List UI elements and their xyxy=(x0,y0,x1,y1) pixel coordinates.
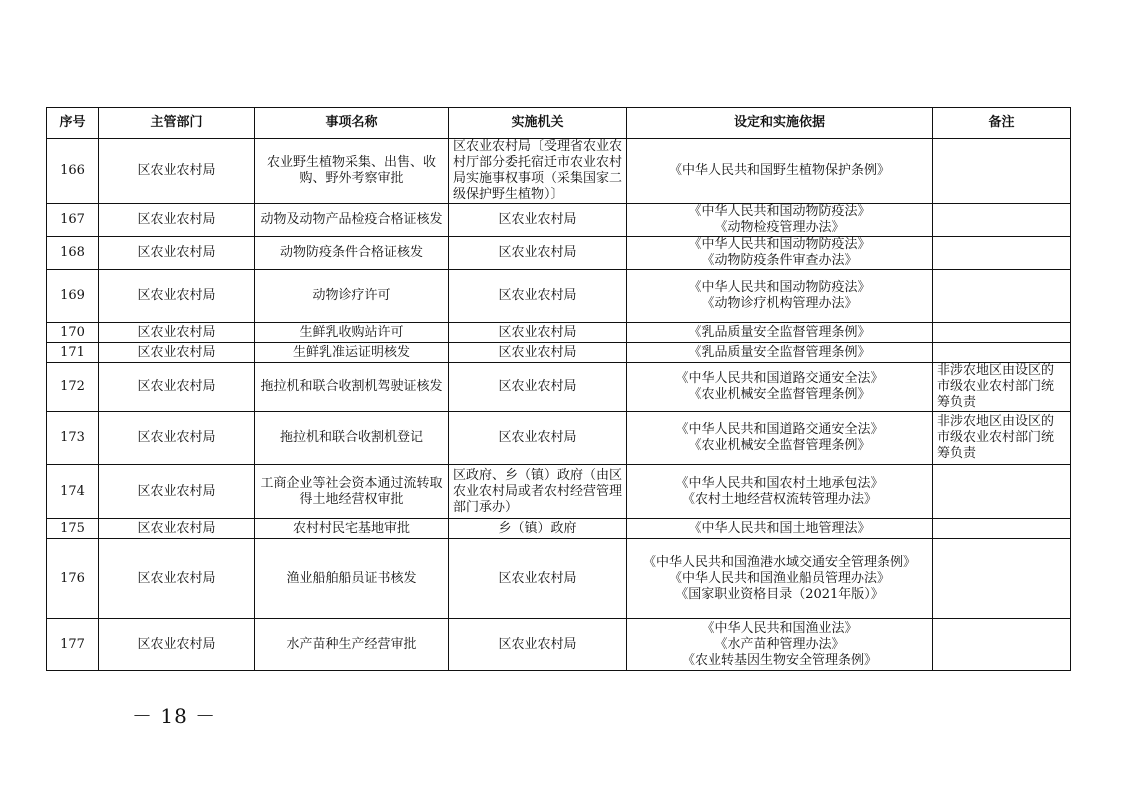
legal-basis-line: 《中华人民共和国道路交通安全法》 xyxy=(675,371,884,386)
legal-basis-line: 《中华人民共和国动物防疫法》 xyxy=(688,280,871,295)
cell-legal-basis xyxy=(627,465,933,519)
legal-basis-line: 《乳品质量安全监督管理条例》 xyxy=(688,344,871,360)
cell-serial-number: 177 xyxy=(47,619,99,671)
table-row xyxy=(47,619,1071,671)
cell-serial-number: 169 xyxy=(47,270,99,323)
cell-implementing-agency: 区政府、乡（镇）政府（由区农业农村局或者农村经营管理部门承办） xyxy=(449,465,627,519)
legal-basis-line: 《动物防疫条件审查办法》 xyxy=(701,253,858,268)
table-row xyxy=(47,204,1071,237)
cell-item-name: 农村村民宅基地审批 xyxy=(255,519,449,539)
table-row xyxy=(47,539,1071,619)
cell-serial-number: 174 xyxy=(47,465,99,519)
legal-basis-line: 《中华人民共和国农村土地承包法》 xyxy=(675,475,884,491)
page-number: － 18 － xyxy=(132,704,217,728)
cell-item-name: 生鲜乳收购站许可 xyxy=(255,323,449,343)
cell-item-name: 动物防疫条件合格证核发 xyxy=(255,237,449,270)
header-implementing-agency: 实施机关 xyxy=(449,108,627,139)
cell-department: 区农业农村局 xyxy=(99,519,255,539)
legal-basis-line: 《农业转基因生物安全管理条例》 xyxy=(681,652,877,668)
cell-remarks xyxy=(933,204,1071,237)
cell-remarks xyxy=(933,539,1071,619)
table-row xyxy=(47,412,1071,465)
table-body xyxy=(47,139,1071,671)
cell-department: 区农业农村局 xyxy=(99,539,255,619)
cell-item-name: 拖拉机和联合收割机登记 xyxy=(255,412,449,465)
cell-legal-basis xyxy=(627,363,933,412)
table-row xyxy=(47,270,1071,323)
cell-remarks xyxy=(933,237,1071,270)
cell-legal-basis xyxy=(627,237,933,270)
header-remarks: 备注 xyxy=(933,108,1071,139)
cell-item-name: 拖拉机和联合收割机驾驶证核发 xyxy=(255,363,449,412)
header-item-name: 事项名称 xyxy=(255,108,449,139)
cell-legal-basis xyxy=(627,204,933,237)
cell-legal-basis xyxy=(627,139,933,204)
table-row xyxy=(47,363,1071,412)
cell-department: 区农业农村局 xyxy=(99,412,255,465)
table-row xyxy=(47,519,1071,539)
cell-department: 区农业农村局 xyxy=(99,323,255,343)
cell-remarks xyxy=(933,519,1071,539)
table-row xyxy=(47,465,1071,519)
legal-basis-line: 《中华人民共和国渔港水域交通安全管理条例》 xyxy=(642,554,916,570)
cell-legal-basis xyxy=(627,412,933,465)
table-row xyxy=(47,139,1071,204)
legal-basis-line: 《中华人民共和国土地管理法》 xyxy=(688,520,871,536)
legal-basis-line: 《中华人民共和国道路交通安全法》 xyxy=(675,422,884,437)
cell-serial-number: 171 xyxy=(47,343,99,363)
cell-remarks xyxy=(933,619,1071,671)
legal-basis-line: 《中华人民共和国动物防疫法》 xyxy=(688,204,871,219)
cell-department: 区农业农村局 xyxy=(99,619,255,671)
cell-department: 区农业农村局 xyxy=(99,363,255,412)
legal-basis-line: 《乳品质量安全监督管理条例》 xyxy=(688,324,871,340)
cell-serial-number: 170 xyxy=(47,323,99,343)
legal-basis-line: 《动物诊疗机构管理办法》 xyxy=(701,296,858,311)
cell-implementing-agency: 区农业农村局 xyxy=(449,237,627,270)
cell-legal-basis xyxy=(627,619,933,671)
cell-item-name: 工商企业等社会资本通过流转取得土地经营权审批 xyxy=(255,465,449,519)
cell-serial-number: 173 xyxy=(47,412,99,465)
cell-department: 区农业农村局 xyxy=(99,204,255,237)
cell-implementing-agency: 区农业农村局 xyxy=(449,270,627,323)
cell-legal-basis xyxy=(627,323,933,343)
cell-item-name: 水产苗种生产经营审批 xyxy=(255,619,449,671)
table-header-row xyxy=(47,108,1071,139)
cell-serial-number: 167 xyxy=(47,204,99,237)
legal-basis-line: 《国家职业资格目录（2021年版）》 xyxy=(675,586,884,602)
cell-item-name: 生鲜乳准运证明核发 xyxy=(255,343,449,363)
cell-department: 区农业农村局 xyxy=(99,237,255,270)
cell-implementing-agency: 区农业农村局〔受理省农业农村厅部分委托宿迁市农业农村局实施事权事项（采集国家二级保护野生植物）〕 xyxy=(449,139,627,204)
cell-implementing-agency: 区农业农村局 xyxy=(449,363,627,412)
legal-basis-line: 《水产苗种管理办法》 xyxy=(714,636,845,652)
cell-remarks: 非涉农地区由设区的市级农业农村部门统筹负责 xyxy=(933,412,1071,465)
legal-basis-line: 《农村土地经营权流转管理办法》 xyxy=(681,491,877,507)
legal-basis-line: 《中华人民共和国渔业法》 xyxy=(701,620,858,636)
cell-legal-basis xyxy=(627,539,933,619)
cell-implementing-agency: 区农业农村局 xyxy=(449,619,627,671)
cell-remarks xyxy=(933,323,1071,343)
cell-serial-number: 176 xyxy=(47,539,99,619)
header-department: 主管部门 xyxy=(99,108,255,139)
cell-item-name: 农业野生植物采集、出售、收购、野外考察审批 xyxy=(255,139,449,204)
legal-basis-line: 《中华人民共和国动物防疫法》 xyxy=(688,237,871,252)
legal-basis-line: 《中华人民共和国野生植物保护条例》 xyxy=(668,163,890,178)
legal-basis-line: 《农业机械安全监督管理条例》 xyxy=(688,387,871,402)
cell-department: 区农业农村局 xyxy=(99,270,255,323)
cell-item-name: 动物诊疗许可 xyxy=(255,270,449,323)
cell-serial-number: 172 xyxy=(47,363,99,412)
legal-basis-line: 《动物检疫管理办法》 xyxy=(714,220,845,235)
cell-legal-basis xyxy=(627,270,933,323)
legal-basis-line: 《农业机械安全监督管理条例》 xyxy=(688,438,871,453)
cell-serial-number: 166 xyxy=(47,139,99,204)
cell-implementing-agency: 区农业农村局 xyxy=(449,323,627,343)
legal-basis-line: 《中华人民共和国渔业船员管理办法》 xyxy=(668,570,890,586)
cell-serial-number: 168 xyxy=(47,237,99,270)
cell-remarks xyxy=(933,465,1071,519)
table-row xyxy=(47,237,1071,270)
cell-remarks xyxy=(933,270,1071,323)
cell-implementing-agency: 区农业农村局 xyxy=(449,343,627,363)
approval-items-table xyxy=(46,107,1071,671)
header-legal-basis: 设定和实施依据 xyxy=(627,108,933,139)
cell-remarks: 非涉农地区由设区的市级农业农村部门统筹负责 xyxy=(933,363,1071,412)
cell-item-name: 动物及动物产品检疫合格证核发 xyxy=(255,204,449,237)
cell-legal-basis xyxy=(627,519,933,539)
table-row xyxy=(47,323,1071,343)
cell-remarks xyxy=(933,139,1071,204)
cell-remarks xyxy=(933,343,1071,363)
header-serial-number: 序号 xyxy=(47,108,99,139)
cell-item-name: 渔业船舶船员证书核发 xyxy=(255,539,449,619)
cell-legal-basis xyxy=(627,343,933,363)
cell-implementing-agency: 乡（镇）政府 xyxy=(449,519,627,539)
cell-implementing-agency: 区农业农村局 xyxy=(449,412,627,465)
table-row xyxy=(47,343,1071,363)
cell-department: 区农业农村局 xyxy=(99,465,255,519)
cell-implementing-agency: 区农业农村局 xyxy=(449,204,627,237)
cell-implementing-agency: 区农业农村局 xyxy=(449,539,627,619)
cell-department: 区农业农村局 xyxy=(99,139,255,204)
cell-department: 区农业农村局 xyxy=(99,343,255,363)
cell-serial-number: 175 xyxy=(47,519,99,539)
